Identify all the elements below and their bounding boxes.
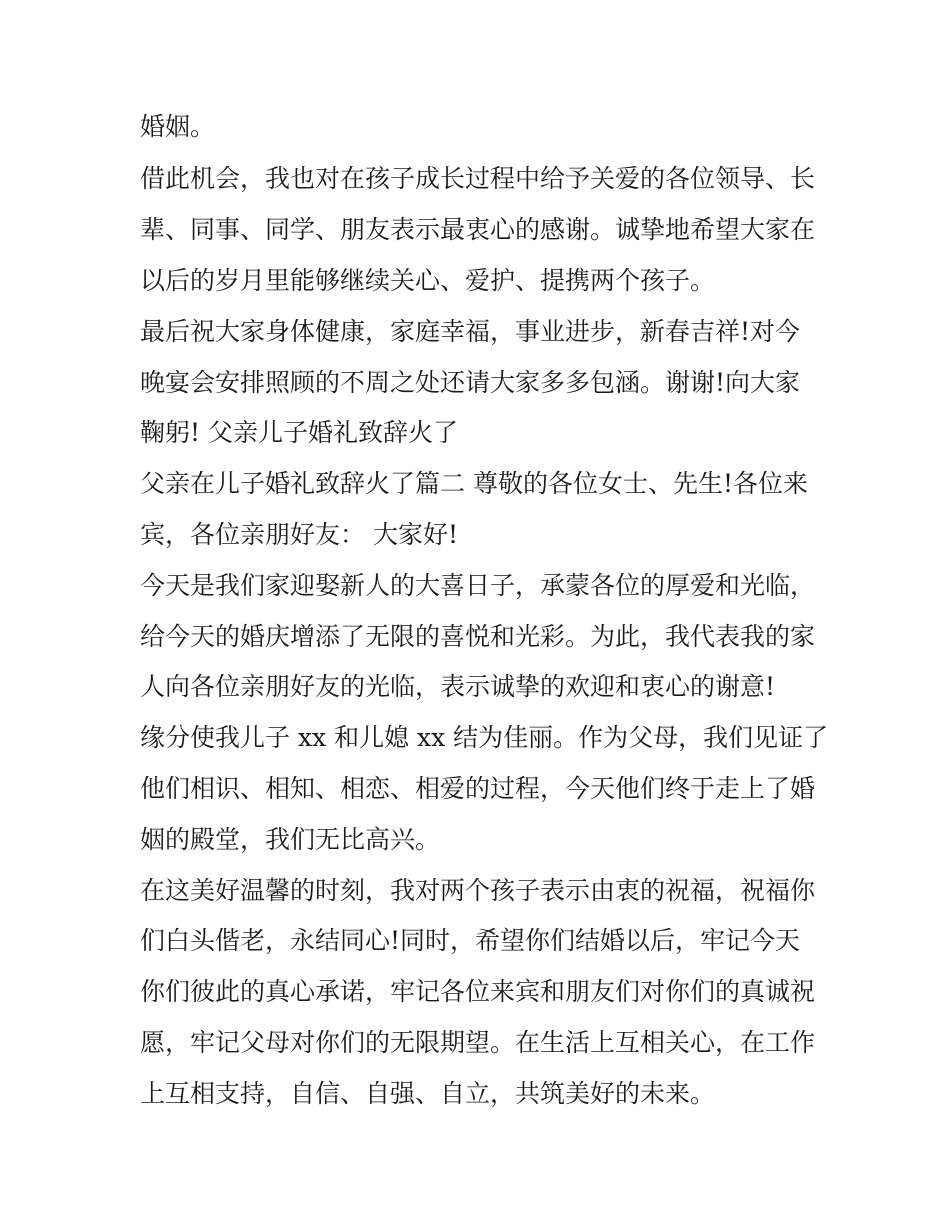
text-line: 今天是我们家迎娶新人的大喜日子，承蒙各位的厚爱和光临，: [140, 571, 816, 600]
text-line: 辈、同事、同学、朋友表示最衷心的感谢。诚挚地希望大家在: [140, 215, 816, 244]
text-line: 最后祝大家身体健康，家庭幸福，事业进步，新春吉祥!对今: [140, 317, 801, 346]
text-line: 姻的殿堂，我们无比高兴。: [140, 825, 441, 854]
text-line: 晚宴会安排照顾的不周之处还请大家多多包涵。谢谢!向大家: [140, 368, 801, 397]
text-line: 上互相支持，自信、自强、自立，共筑美好的未来。: [140, 1079, 716, 1108]
text-line: 借此机会，我也对在孩子成长过程中给予关爱的各位领导、长: [140, 164, 816, 193]
text-line: 人向各位亲朋好友的光临，表示诚挚的欢迎和衷心的谢意!: [140, 672, 776, 701]
text-line: 愿，牢记父母对你们的无限期望。在生活上互相关心，在工作: [140, 1028, 816, 1057]
text-line: 婚姻。: [140, 112, 216, 141]
text-line: 鞠躬! 父亲儿子婚礼致辞火了: [140, 418, 458, 447]
text-line: 宾，各位亲朋好友： 大家好!: [140, 520, 458, 549]
text-line: 父亲在儿子婚礼致辞火了篇二 尊敬的各位女士、先生!各位来: [140, 469, 808, 498]
text-line: 给今天的婚庆增添了无限的喜悦和光彩。为此，我代表我的家: [140, 622, 816, 651]
text-line: 你们彼此的真心承诺，牢记各位来宾和朋友们对你们的真诚祝: [140, 977, 816, 1006]
text-line: 缘分使我儿子 xx 和儿媳 xx 结为佳丽。作为父母，我们见证了: [140, 723, 829, 752]
text-line: 以后的岁月里能够继续关心、爱护、提携两个孩子。: [140, 266, 716, 295]
text-line: 们白头偕老，永结同心!同时，希望你们结婚以后，牢记今天: [140, 926, 801, 955]
text-line: 他们相识、相知、相恋、相爱的过程，今天他们终于走上了婚: [140, 774, 816, 803]
text-line: 在这美好温馨的时刻，我对两个孩子表示由衷的祝福，祝福你: [140, 876, 816, 905]
